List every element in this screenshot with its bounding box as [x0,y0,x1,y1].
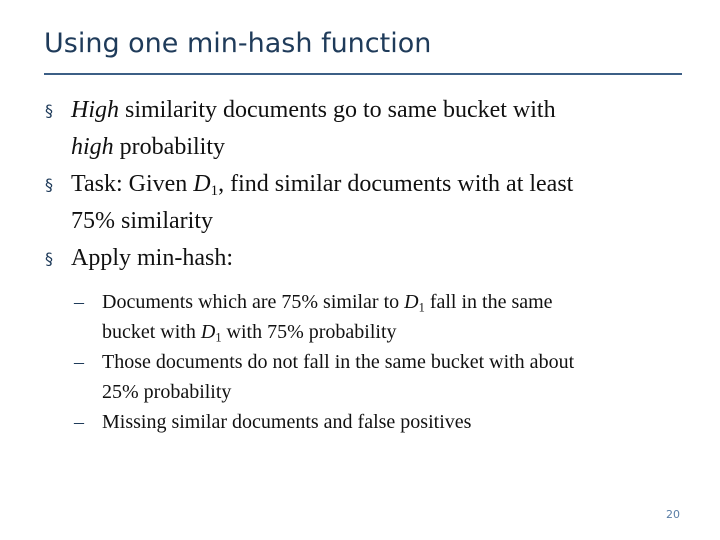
title-divider [44,73,682,75]
page-number: 20 [666,508,680,521]
sub-bullet-text: fall in the same [424,291,553,313]
sub-bullet-text: with 75% probability [221,321,397,343]
emphasis-high: High [71,97,119,123]
dash-icon: – [74,291,84,313]
variable-subscript: 1 [215,330,222,345]
sub-bullet-missing-similar [44,407,684,437]
sub-bullet-text: Missing similar documents and false positives [102,411,472,433]
sub-bullet-not-same-bucket [44,347,684,407]
bullet-icon: § [45,249,53,268]
dash-icon: – [74,351,84,373]
slide-content [44,92,684,437]
variable-d: D [200,321,216,343]
sub-bullet-text: Documents which are 75% similar to [102,291,405,313]
sub-bullet-text: 25% probability [102,381,232,403]
variable-d: D [193,171,211,197]
emphasis-high-lower: high [71,134,114,160]
sub-bullet-text: Those documents do not fall in the same bucket with about [102,351,575,373]
bullet-text: , find similar documents with at least [218,171,574,197]
slide-title: Using one min-hash function [44,28,432,59]
bullet-text: similarity documents go to same bucket with [119,97,556,123]
dash-icon: – [74,411,84,433]
bullet-text: probability [113,134,225,160]
sub-bullet-list [44,287,684,437]
variable-subscript: 1 [210,183,219,200]
bullet-apply-minhash [44,240,684,277]
variable-subscript: 1 [418,300,425,315]
bullet-text: Task: Given [71,171,194,197]
variable-d: D [404,291,419,313]
sub-bullet-text: bucket with [102,321,201,343]
bullet-icon: § [45,101,53,120]
bullet-text: Apply min-hash: [71,245,233,271]
bullet-icon: § [45,175,53,194]
sub-bullet-documents-75 [44,287,684,347]
bullet-task [44,166,684,240]
bullet-high-similarity [44,92,684,166]
bullet-text: 75% similarity [71,208,213,234]
